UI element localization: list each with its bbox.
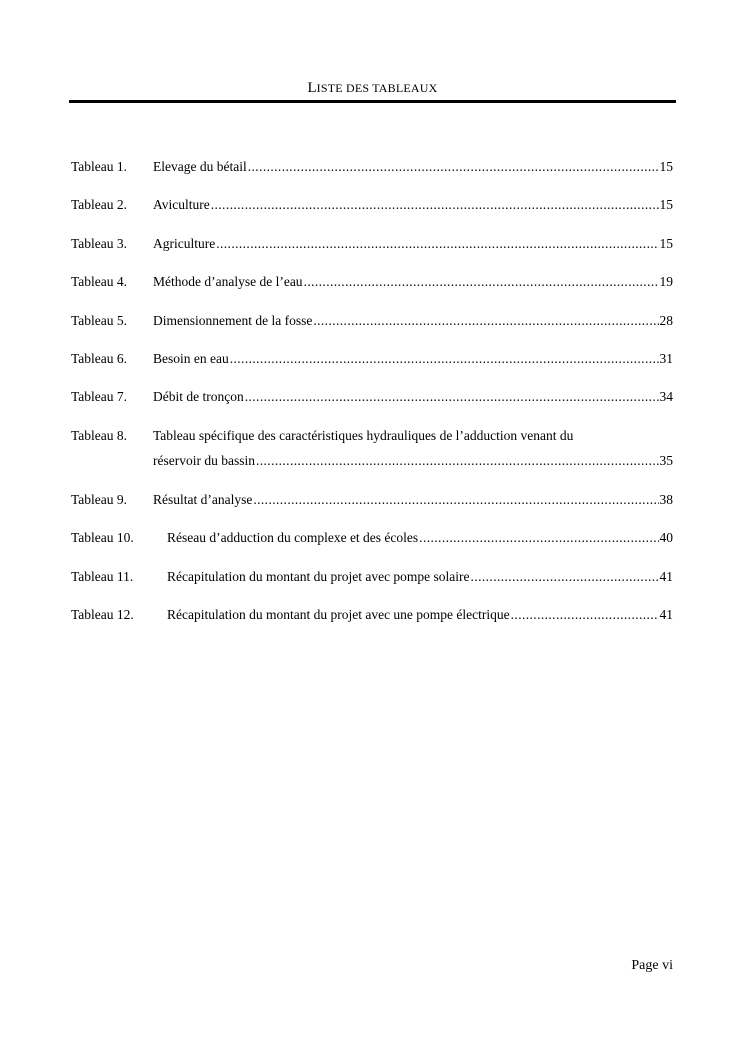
dot-leader (248, 157, 659, 177)
entry-line-continued (71, 451, 673, 471)
entry-page-number: 15 (659, 197, 673, 212)
list-entry-6[interactable] (71, 349, 673, 369)
list-entry-12[interactable] (71, 605, 673, 625)
entry-title: Besoin en eau (153, 351, 229, 366)
list-entry-1[interactable] (71, 157, 673, 177)
dot-leader (511, 605, 659, 625)
entry-page-number: 38 (659, 492, 673, 507)
list-entry-10[interactable] (71, 528, 673, 548)
entry-title: Résultat d’analyse (153, 492, 253, 507)
entry-label: Tableau 8. (71, 428, 128, 443)
entry-page-number: 40 (659, 530, 673, 545)
entry-page-number: 34 (659, 389, 673, 404)
entry-label: Tableau 12. (71, 607, 134, 622)
entry-line (71, 272, 673, 292)
dot-leader (230, 349, 659, 369)
entry-label: Tableau 5. (71, 313, 128, 328)
entry-page-number: 15 (659, 159, 673, 174)
entry-label: Tableau 4. (71, 274, 128, 289)
list-entry-3[interactable] (71, 234, 673, 254)
entry-line (71, 349, 673, 369)
dot-leader (304, 272, 659, 292)
list-entry-5[interactable] (71, 311, 673, 331)
list-entry-7[interactable] (71, 387, 673, 407)
entry-line (71, 157, 673, 177)
dot-leader (216, 234, 658, 254)
entry-page-number: 15 (659, 236, 673, 251)
dot-leader (313, 311, 658, 331)
title-underline (69, 100, 676, 103)
entry-page-number: 28 (659, 313, 673, 328)
dot-leader (211, 195, 659, 215)
entry-title: Elevage du bétail (153, 159, 247, 174)
entry-page-number: 41 (659, 569, 673, 584)
entry-label: Tableau 1. (71, 159, 128, 174)
entry-line (71, 426, 673, 446)
entry-label: Tableau 7. (71, 389, 128, 404)
entry-page-number: 19 (659, 274, 673, 289)
dot-leader (245, 387, 659, 407)
entry-page-number: 41 (659, 607, 673, 622)
entry-label: Tableau 10. (71, 530, 134, 545)
list-entry-2[interactable] (71, 195, 673, 215)
dot-leader (419, 528, 658, 548)
entry-label: Tableau 9. (71, 492, 128, 507)
entry-title: Débit de tronçon (153, 389, 244, 404)
entry-title: Méthode d’analyse de l’eau (153, 274, 303, 289)
list-entry-9[interactable] (71, 490, 673, 510)
page-title-rest: ISTE DES TABLEAUX (316, 81, 438, 95)
entry-line (71, 605, 673, 625)
entry-line (71, 387, 673, 407)
entry-title: Récapitulation du montant du projet avec une pompe électrique (167, 607, 510, 622)
entry-title: Dimensionnement de la fosse (153, 313, 313, 328)
entry-label: Tableau 2. (71, 197, 128, 212)
entry-label: Tableau 6. (71, 351, 128, 366)
entry-line (71, 490, 673, 510)
entry-title: réservoir du bassin (153, 453, 255, 468)
entry-line (71, 567, 673, 587)
entry-line (71, 195, 673, 215)
page-title (70, 79, 675, 97)
entry-label: Tableau 11. (71, 569, 134, 584)
list-entry-11[interactable] (71, 567, 673, 587)
entry-title-first-line: Tableau spécifique des caractéristiques hydrauliques de l’adduction venant du (153, 428, 574, 443)
dot-leader (256, 451, 659, 471)
entry-title: Récapitulation du montant du projet avec pompe solaire (167, 569, 470, 584)
entry-title: Réseau d’adduction du complexe et des écoles (167, 530, 419, 545)
dot-leader (253, 490, 658, 510)
list-entry-8[interactable] (71, 426, 673, 471)
entry-line (71, 528, 673, 548)
page-title-initial: L (307, 80, 317, 96)
entry-page-number: 31 (659, 351, 673, 366)
entry-label: Tableau 3. (71, 236, 128, 251)
list-entry-4[interactable] (71, 272, 673, 292)
dot-leader (471, 567, 659, 587)
entry-title: Agriculture (153, 236, 216, 251)
page-number-footer: Page vi (631, 958, 673, 973)
entry-title: Aviculture (153, 197, 210, 212)
entry-line (71, 311, 673, 331)
entry-page-number: 35 (659, 453, 673, 468)
entry-line (71, 234, 673, 254)
